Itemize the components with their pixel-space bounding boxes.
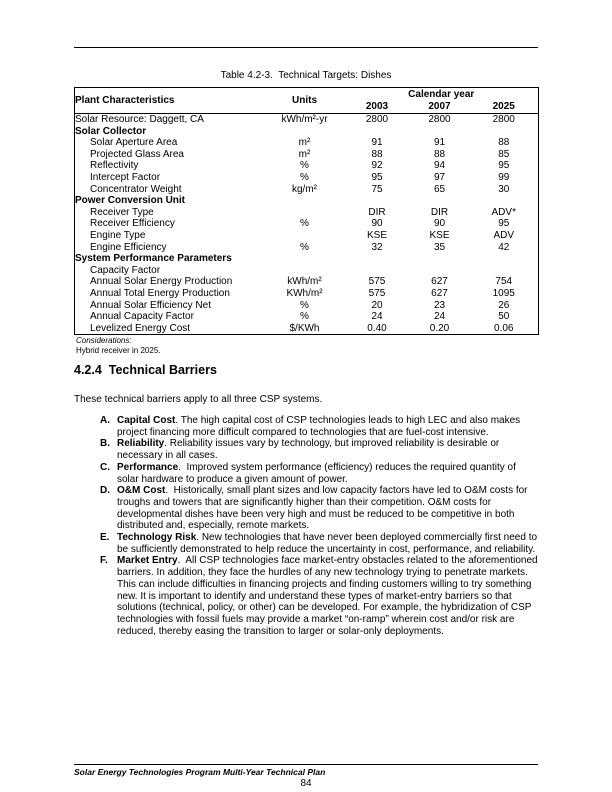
row-value: DIR <box>368 206 386 218</box>
row-value: 30 <box>498 183 510 195</box>
barrier-term: Market Entry <box>117 555 178 567</box>
barrier-text: Technology Risk. New technologies that have never been deployed commercially first need to be sufficiently demonstrated to help reduce the uncertainty in cost, performance, and reliability. <box>117 532 540 555</box>
row-units: % <box>300 218 309 230</box>
row-value <box>345 265 410 277</box>
row-units: kg/m² <box>292 183 317 195</box>
considerations-label: Considerations: <box>76 336 132 345</box>
row-value: 754 <box>495 276 513 288</box>
row-units: % <box>300 160 309 172</box>
table-row <box>75 195 539 207</box>
table-header <box>75 88 539 114</box>
row-value: 1095 <box>492 287 515 299</box>
row-value: 575 <box>368 287 386 299</box>
row-units: m² <box>298 148 311 160</box>
barrier-text: O&M Cost. Historically, small plant sizes and low capacity factors have led to O&M costs for troughs and towers that are significantly higher than their competition. O&M costs for developmental dishes have been very high and must be reduced to be competitive in both distributed and, especially, remote markets. <box>117 485 531 532</box>
row-units <box>265 230 345 242</box>
row-units: % <box>300 311 309 323</box>
row-label: Engine Type <box>90 229 146 241</box>
row-value <box>410 265 470 277</box>
barriers-list <box>100 415 541 637</box>
row-label: Solar Resource: Daggett, CA <box>75 114 204 125</box>
row-value: 88 <box>498 137 510 149</box>
section-heading: 4.2.4 Technical Barriers <box>74 363 217 377</box>
barrier-text: Capital Cost. The high capital cost of CSP technologies leads to high LEC and also makes project financing more difficult compared to technologies that are fuel-cost intensive. <box>117 415 523 438</box>
table-row <box>75 126 539 138</box>
row-value: 90 <box>371 218 383 230</box>
row-units: m² <box>298 137 311 149</box>
row-value: 50 <box>498 311 510 323</box>
row-value: 35 <box>433 241 446 253</box>
row-units: $/KWh <box>289 322 320 334</box>
column-header-plant-characteristics: Plant Characteristics <box>75 88 265 114</box>
barrier-item <box>100 532 538 555</box>
row-units: % <box>300 299 309 311</box>
table-row <box>75 242 539 254</box>
row-value: 95 <box>498 218 510 230</box>
barrier-text: Reliability. Reliability issues vary by technology, but improved reliability is desirable or necessary in all cases. <box>117 438 502 462</box>
barrier-item <box>100 462 538 485</box>
table-row <box>75 230 539 242</box>
row-value: DIR <box>430 206 449 218</box>
row-value: 0.40 <box>367 322 387 334</box>
row-label: Capacity Factor <box>90 264 161 276</box>
barrier-letter: E. <box>100 532 110 544</box>
row-value: 88 <box>371 148 383 160</box>
row-units: kWh/m² <box>287 276 322 288</box>
table-notes <box>76 336 160 355</box>
row-label: Solar Aperture Area <box>90 137 178 149</box>
row-value: 91 <box>433 137 446 149</box>
row-value: 20 <box>371 299 383 311</box>
row-value: 23 <box>433 299 446 311</box>
footer-title: Solar Energy Technologies Program Multi-Year Technical Plan <box>74 767 326 777</box>
column-header-year: 2003 <box>345 101 410 114</box>
table-row <box>75 114 539 126</box>
table-row <box>75 311 539 323</box>
row-value: KSE <box>429 229 450 241</box>
row-label: Receiver Type <box>90 206 154 218</box>
column-header-year: 2025 <box>470 101 539 114</box>
table-body <box>75 114 539 335</box>
header-rule <box>74 47 538 48</box>
table-row <box>75 137 539 149</box>
row-units: KWh/m² <box>286 287 323 299</box>
row-label: Receiver Efficiency <box>90 218 175 230</box>
row-value: 99 <box>498 171 510 183</box>
barrier-letter: A. <box>100 415 110 426</box>
row-units <box>265 265 345 277</box>
barrier-item <box>100 415 538 438</box>
table-row <box>75 300 539 312</box>
table-row <box>75 160 539 172</box>
barrier-term: Capital Cost <box>117 415 176 426</box>
row-value: ADV* <box>491 206 516 218</box>
row-units <box>265 207 345 219</box>
table-row <box>75 184 539 196</box>
row-units: % <box>300 241 309 253</box>
table-row <box>75 253 539 265</box>
row-value: 575 <box>368 276 386 288</box>
row-value: 627 <box>431 287 448 299</box>
considerations-note: Hybrid receiver in 2025. <box>76 345 161 355</box>
row-label: Intercept Factor <box>90 171 161 183</box>
row-value: 24 <box>433 311 446 323</box>
column-header-calendar-year: Calendar year <box>408 88 475 100</box>
table-row <box>75 276 539 288</box>
row-value: 91 <box>371 137 383 149</box>
barrier-letter: F. <box>100 555 108 567</box>
row-value: 92 <box>371 160 383 172</box>
section-row-label: Solar Collector <box>75 125 147 137</box>
row-value: 88 <box>433 148 446 160</box>
table-row <box>75 149 539 161</box>
barrier-letter: C. <box>100 461 110 473</box>
column-header-units: Units <box>265 88 345 114</box>
table-row <box>75 323 539 335</box>
row-label: Projected Glass Area <box>90 148 184 160</box>
row-units: % <box>300 171 309 183</box>
row-value: 95 <box>498 160 510 172</box>
barrier-term: Technology Risk <box>117 532 197 544</box>
table-caption: Table 4.2-3. Technical Targets: Dishes <box>220 70 392 81</box>
barrier-item <box>100 485 538 532</box>
row-value: 0.06 <box>494 322 514 334</box>
technical-targets-table <box>74 87 538 335</box>
barrier-letter: B. <box>100 438 110 450</box>
row-label: Engine Efficiency <box>90 241 167 253</box>
row-value: 90 <box>433 218 446 230</box>
table-row <box>75 288 539 300</box>
row-value: 85 <box>498 148 510 160</box>
row-label: Annual Total Energy Production <box>90 287 230 299</box>
row-label: Reflectivity <box>90 160 139 172</box>
row-label: Concentrator Weight <box>90 183 182 195</box>
row-value: 97 <box>433 171 446 183</box>
barrier-term: O&M Cost <box>117 485 166 497</box>
table-header-row <box>75 88 539 101</box>
table-row <box>75 207 539 219</box>
row-label: Annual Capacity Factor <box>90 311 194 323</box>
barrier-text: Market Entry. All CSP technologies face market-entry obstacles related to the aforementioned barriers. In addition, they face the hurdles of any new technology trying to penetrate markets. This can include difficulties in financing projects and finding customers willing to try something new. It is important to identify and understand these types of market-entry barriers so that solutions (technical, policy, or other) can be developed. For example, the hybridization of CSP technologies with fossil fuels may provide a market “on-ramp” wherein cost and/or risk are reduced, thereby easing the transition to larger or solar-only deployments. <box>117 555 541 637</box>
section-intro: These technical barriers apply to all three CSP systems. <box>74 394 323 405</box>
row-value: 24 <box>371 311 383 323</box>
row-value: 2800 <box>428 114 451 125</box>
row-value: 75 <box>371 183 383 195</box>
row-value: ADV <box>493 229 515 241</box>
row-value: 2800 <box>365 114 389 125</box>
barrier-item <box>100 555 541 637</box>
barrier-letter: D. <box>100 485 110 497</box>
row-label: Annual Solar Efficiency Net <box>90 299 211 311</box>
row-value: 42 <box>498 241 510 253</box>
barrier-term: Reliability <box>117 438 165 450</box>
table-row <box>75 218 539 230</box>
row-value: 95 <box>371 171 383 183</box>
row-value: 0.20 <box>429 322 450 334</box>
column-header-year: 2007 <box>410 101 470 114</box>
barrier-term: Performance <box>117 461 179 473</box>
row-value: 32 <box>371 241 383 253</box>
row-units: kWh/m²-yr <box>281 114 328 125</box>
row-value <box>470 265 539 277</box>
row-label: Levelized Energy Cost <box>90 322 191 334</box>
row-value: 26 <box>498 299 510 311</box>
row-value: 94 <box>433 160 446 172</box>
barrier-item <box>100 438 538 461</box>
row-value: 2800 <box>492 114 515 125</box>
row-label: Annual Solar Energy Production <box>90 276 233 288</box>
section-row-label: Power Conversion Unit <box>75 195 186 207</box>
barrier-text: Performance. Improved system performance (efficiency) reduces the required quantity of solar hardware to produce a given amount of power. <box>117 461 519 485</box>
row-value: KSE <box>366 229 387 241</box>
row-value: 627 <box>431 276 448 288</box>
section-row-label: System Performance Parameters <box>75 253 232 265</box>
table-row <box>75 265 539 277</box>
page-number: 84 <box>300 778 312 789</box>
table-row <box>75 172 539 184</box>
row-value: 65 <box>433 183 446 195</box>
footer-rule <box>74 764 538 765</box>
